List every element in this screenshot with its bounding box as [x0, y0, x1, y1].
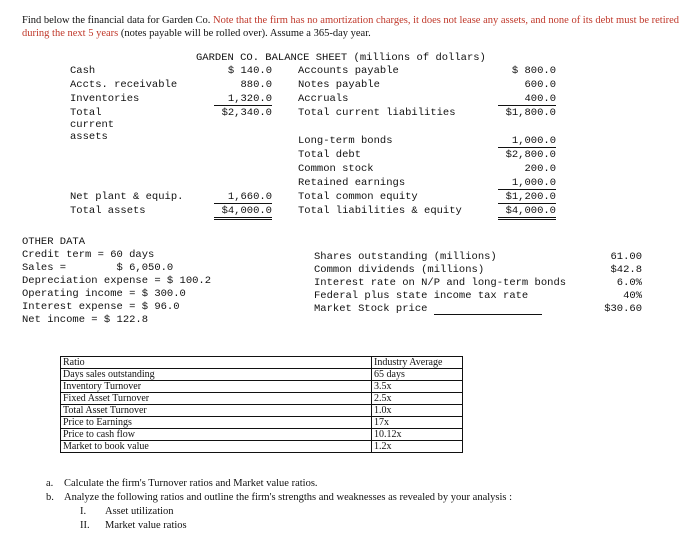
liability-label: Accruals: [298, 93, 349, 105]
ratio-table: [60, 356, 463, 453]
sub-marker: II.: [80, 520, 90, 531]
other-data-right-label: Market Stock price: [314, 303, 428, 315]
liability-label: Total current liabilities: [298, 107, 456, 119]
other-data-item: Interest expense = $ 96.0: [22, 301, 180, 313]
question-marker: a.: [46, 478, 54, 489]
liability-value: 600.0: [524, 79, 556, 91]
ratio-average: 1.0x: [372, 405, 463, 417]
liability-value: 400.0: [498, 93, 556, 106]
ratio-name: Price to Earnings: [61, 417, 372, 429]
other-data-right-label: Shares outstanding (millions): [314, 251, 497, 263]
balance-sheet-title: GARDEN CO. BALANCE SHEET (millions of dollars): [196, 52, 486, 64]
liability-label: Notes payable: [298, 79, 380, 91]
ratio-average: 2.5x: [372, 393, 463, 405]
table-row: [61, 405, 463, 417]
other-data-item: Sales = $ 6,050.0: [22, 262, 174, 274]
ratio-average: 17x: [372, 417, 463, 429]
other-data-item: Net income = $ 122.8: [22, 314, 149, 326]
other-data-right-value: 40%: [623, 290, 642, 302]
other-data-item: Credit term = 60 days: [22, 249, 155, 261]
asset-value: 880.0: [240, 79, 272, 91]
question-a: Calculate the firm's Turnover ratios and Market value ratios.: [64, 478, 318, 489]
table-row: [61, 417, 463, 429]
intro-paragraph: [22, 14, 682, 40]
asset-label: Total assets: [70, 205, 146, 217]
table-header-cell: Ratio: [61, 357, 372, 369]
liability-value: $1,800.0: [505, 107, 556, 119]
intro-tail: (notes payable will be rolled over). Assume a 365-day year.: [120, 28, 371, 39]
ratio-name: Price to cash flow: [61, 429, 372, 441]
ratio-name: Inventory Turnover: [61, 381, 372, 393]
liability-value: 1,000.0: [498, 177, 556, 190]
other-data-right-value: $30.60: [604, 303, 642, 315]
other-data-right-label: Common dividends (millions): [314, 264, 485, 276]
question-marker: b.: [46, 492, 54, 503]
liability-value: $4,000.0: [498, 205, 556, 220]
liability-value: $ 800.0: [511, 65, 556, 77]
intro-note: Note that the firm has no amortization charges, it does not lease any assets, and none of its debt must be retired during the next 5 years: [22, 15, 680, 39]
table-row: [61, 429, 463, 441]
table-row: [61, 369, 463, 381]
ratio-average: 1.2x: [372, 441, 463, 453]
table-row: [61, 441, 463, 453]
sub-item: Asset utilization: [105, 506, 174, 517]
table-header-row: [61, 357, 463, 369]
ratio-average: 10.12x: [372, 429, 463, 441]
other-data-right-value: 6.0%: [616, 277, 642, 289]
other-data-right-label: Interest rate on N/P and long-term bonds: [314, 277, 567, 289]
question-b: Analyze the following ratios and outline the firm's strengths and weaknesses as revealed by your analysis :: [64, 492, 513, 503]
asset-label: Cash: [70, 65, 96, 77]
asset-label: Net plant & equip.: [70, 191, 184, 203]
price-underline: [434, 314, 542, 315]
other-data-item: Operating income = $ 300.0: [22, 288, 186, 300]
intro-lead: Find below the financial data for Garden Co.: [22, 15, 211, 26]
other-data-item: Depreciation expense = $ 100.2: [22, 275, 212, 287]
table-row: [61, 393, 463, 405]
asset-value: 1,320.0: [214, 93, 272, 106]
other-data-right-value: 61.00: [610, 251, 642, 263]
ratio-name: Fixed Asset Turnover: [61, 393, 372, 405]
asset-value: $4,000.0: [214, 205, 272, 220]
other-data-header: OTHER DATA: [22, 236, 86, 248]
liability-value: 1,000.0: [498, 135, 556, 148]
liability-label: Common stock: [298, 163, 374, 175]
other-data-right-label: Federal plus state income tax rate: [314, 290, 529, 302]
table-row: [61, 381, 463, 393]
ratio-average: 65 days: [372, 369, 463, 381]
liability-label: Total debt: [298, 149, 362, 161]
ratio-name: Total Asset Turnover: [61, 405, 372, 417]
other-data-right-value: $42.8: [610, 264, 642, 276]
ratio-name: Market to book value: [61, 441, 372, 453]
asset-value: $ 140.0: [227, 65, 272, 77]
asset-label: Accts. receivable: [70, 79, 178, 91]
sub-marker: I.: [80, 506, 87, 517]
liability-label: Accounts payable: [298, 65, 399, 77]
liability-value: $2,800.0: [505, 149, 556, 161]
ratio-name: Days sales outstanding: [61, 369, 372, 381]
asset-value: 1,660.0: [214, 191, 272, 204]
liability-label: Retained earnings: [298, 177, 406, 189]
table-header-cell: Industry Average: [372, 357, 463, 369]
liability-label: Total liabilities & equity: [298, 205, 462, 217]
liability-label: Total common equity: [298, 191, 418, 203]
asset-value: $2,340.0: [221, 107, 272, 119]
asset-label: Inventories: [70, 93, 140, 105]
asset-label: Total current assets: [70, 107, 115, 143]
sub-item: Market value ratios: [105, 520, 187, 531]
liability-value: $1,200.0: [498, 191, 556, 204]
ratio-average: 3.5x: [372, 381, 463, 393]
liability-label: Long-term bonds: [298, 135, 393, 147]
liability-value: 200.0: [524, 163, 556, 175]
